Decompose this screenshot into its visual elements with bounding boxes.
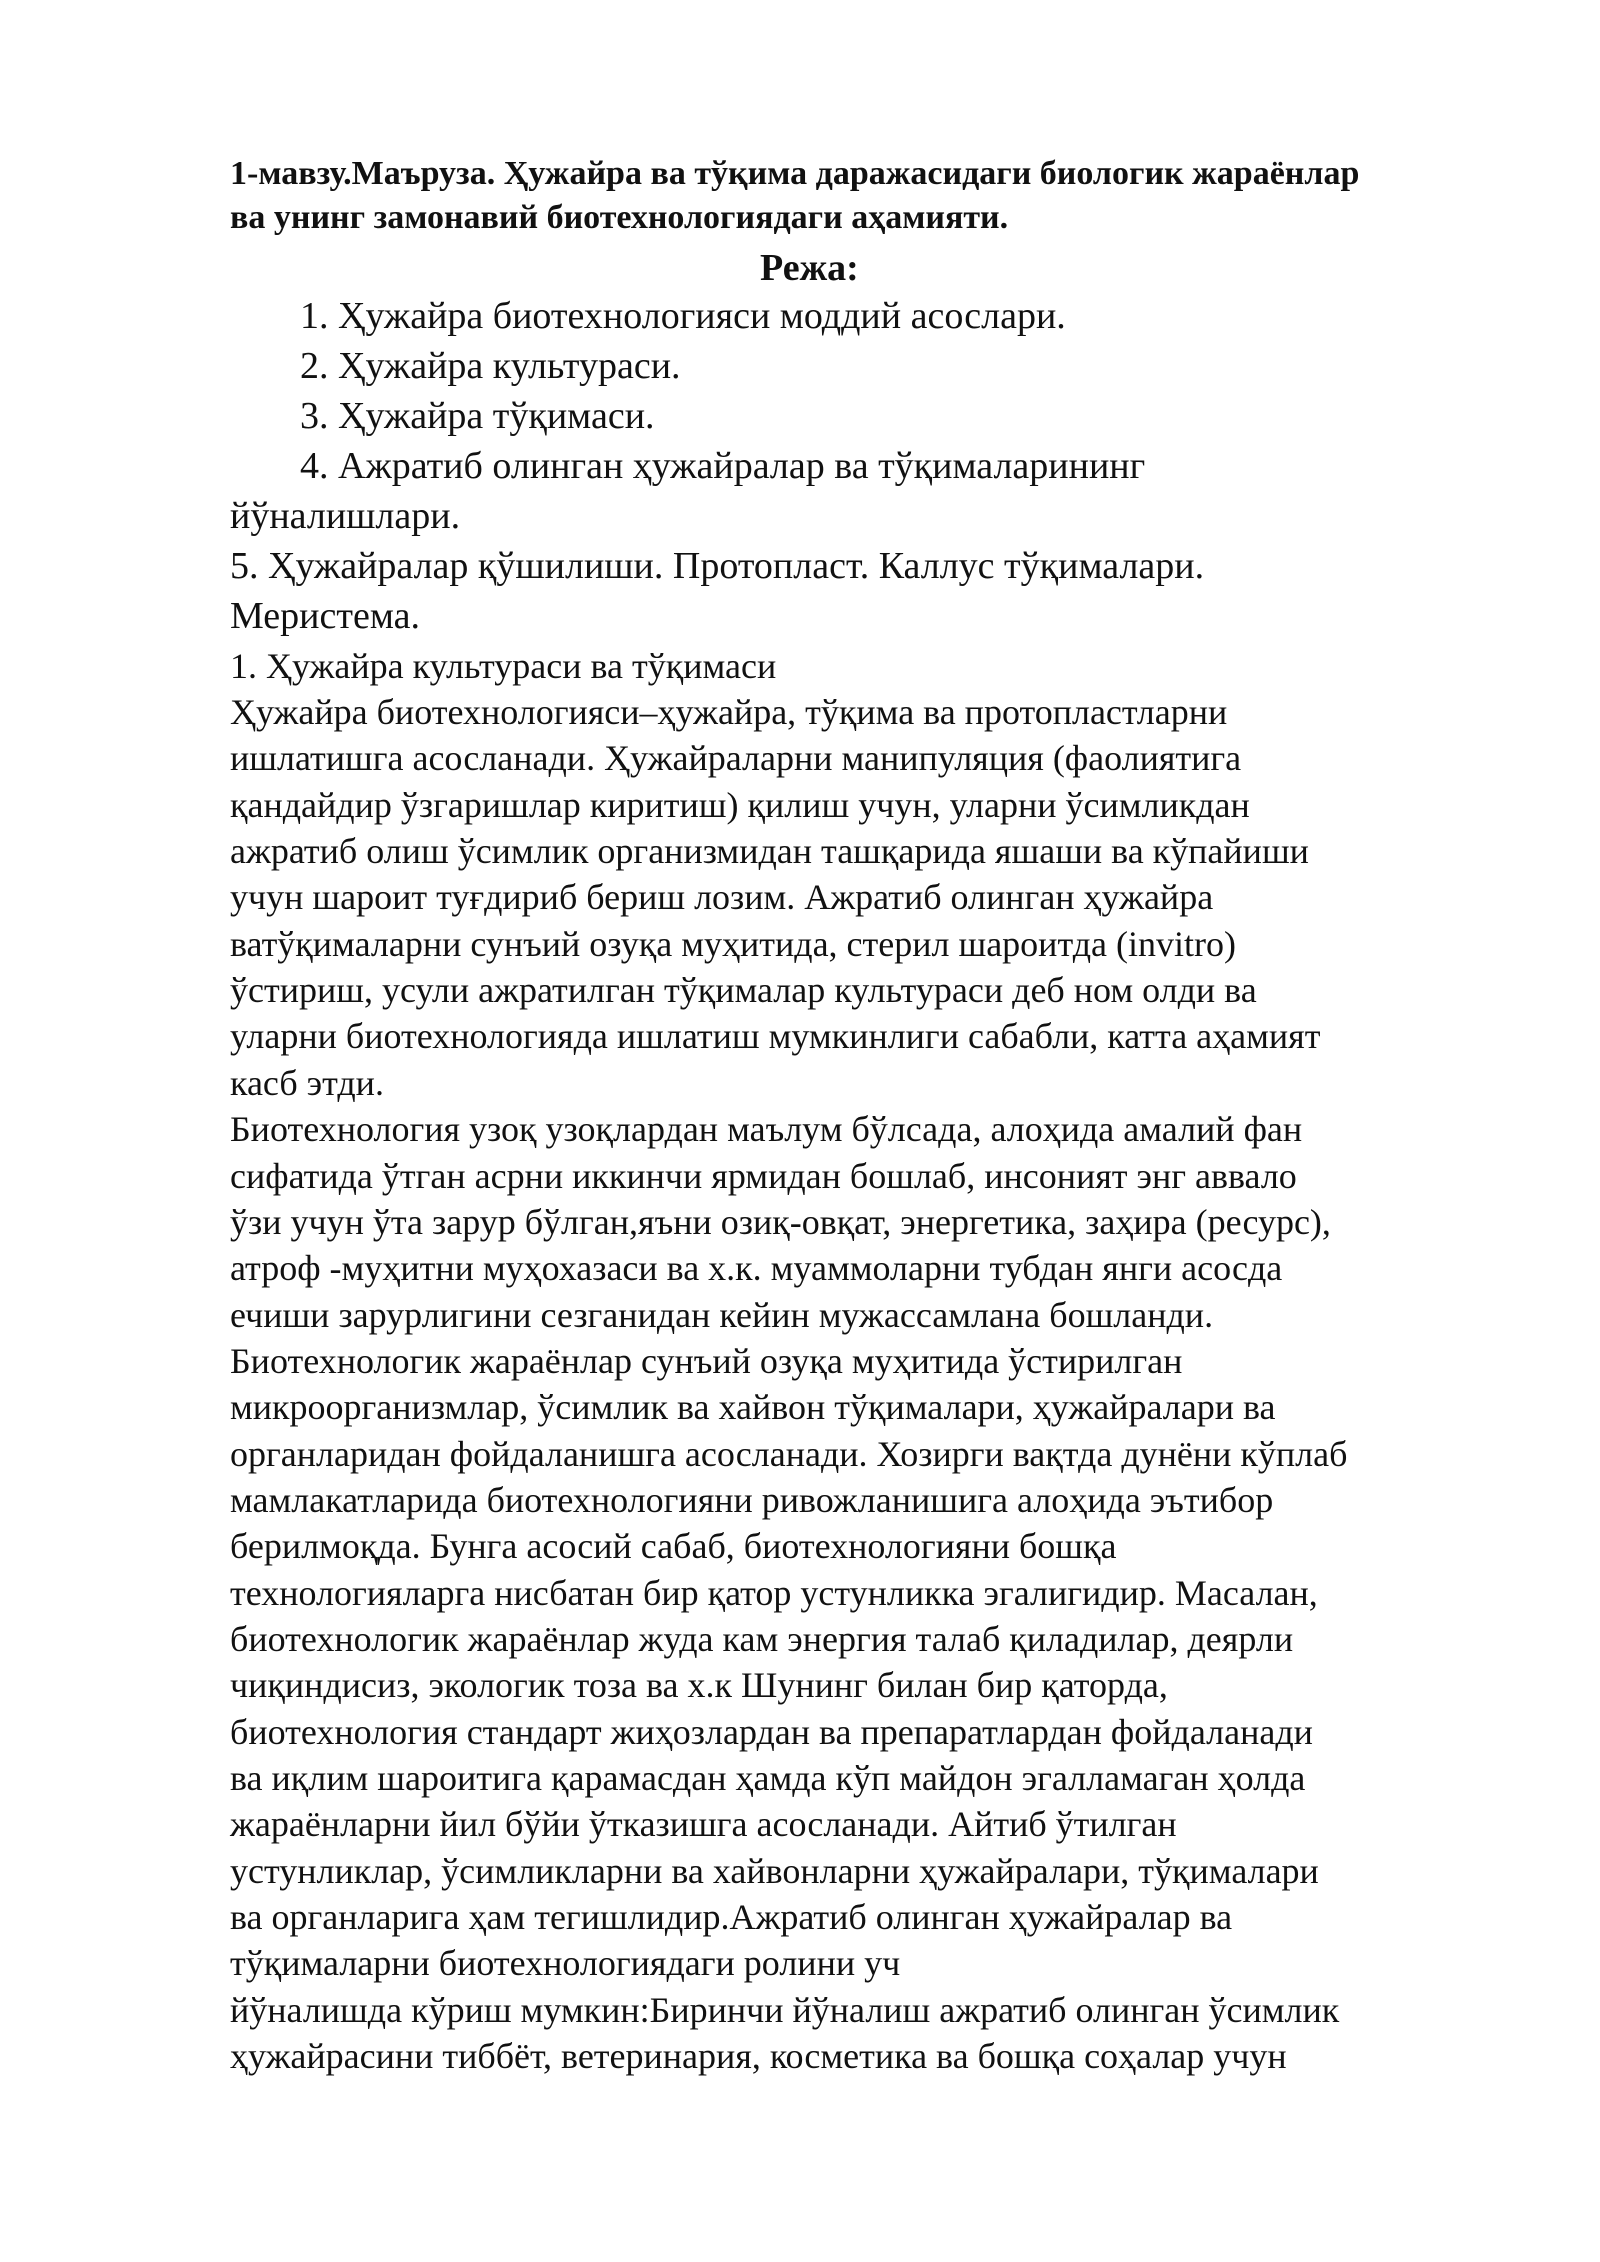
body-line: Биотехнология узоқ узоқлардан маълум бўлсада, алоҳида амалий фан — [230, 1109, 1303, 1149]
plan-item-2: 2. Ҳужайра культураси. — [300, 345, 681, 387]
body-line: технологияларга нисбатан бир қатор устунликка эгалигидир. Масалан, — [230, 1573, 1318, 1613]
body-line: тўқималарни биотехнологиядаги ролини уч — [230, 1943, 901, 1983]
body-line: ўстириш, усули ажратилган тўқималар культураси деб ном олди ва — [230, 970, 1257, 1010]
plan-item-4: 4. Ажратиб олинган ҳужайралар ва тўқималарининг — [300, 445, 1146, 487]
body-line: Ҳужайра биотехнологияси–ҳужайра, тўқима ва протопластларни — [230, 692, 1228, 732]
body-line: Биотехнологик жараёнлар сунъий озуқа муҳитида ўстирилган — [230, 1341, 1183, 1381]
body-line: ишлатишга асосланади. Ҳужайраларни манипуляция (фаолиятига — [230, 738, 1242, 778]
body-line: ўзи учун ўта зарур бўлган,яъни озиқ-овқат, энергетика, заҳира (ресурс), — [230, 1202, 1331, 1242]
plan-item-4-continued: йўналишлари. — [230, 495, 461, 537]
body-line: мамлакатларида биотехнологияни ривожланишига алоҳида эътибор — [230, 1480, 1274, 1520]
body-line: атроф -муҳитни муҳохазаси ва х.к. муаммоларни тубдан янги асосда — [230, 1248, 1283, 1288]
body-line: уларни биотехнологияда ишлатиш мумкинлиги сабабли, катта аҳамият — [230, 1016, 1321, 1056]
body-line: биотехнологик жараёнлар жуда кам энергия талаб қиладилар, деярли — [230, 1619, 1294, 1659]
plan-item-5: 5. Ҳужайралар қўшилиши. Протопласт. Каллус тўқималари. — [230, 545, 1205, 587]
body-line: йўналишда кўриш мумкин:Биринчи йўналиш ажратиб олинган ўсимлик — [230, 1990, 1340, 2030]
document-title-line-2: ва унинг замонавий биотехнологиядаги аҳамияти. — [230, 199, 1009, 236]
plan-item-5-continued: Меристема. — [230, 595, 420, 637]
body-line: сифатида ўтган асрни иккинчи ярмидан бошлаб, инсоният энг аввало — [230, 1156, 1297, 1196]
body-line: жараёнларни йил бўйи ўтказишга асосланади. Айтиб ўтилган — [230, 1804, 1177, 1844]
body-line: берилмоқда. Бунга асосий сабаб, биотехнологияни бошқа — [230, 1526, 1117, 1566]
body-line: касб этди. — [230, 1063, 384, 1103]
body-line: ватўқималарни сунъий озуқа муҳитида, стерил шароитда (invitro) — [230, 924, 1236, 964]
body-line: чиқиндисиз, экологик тоза ва х.к Шунинг билан бир қаторда, — [230, 1665, 1168, 1705]
body-line: ва органларига ҳам тегишлидир.Ажратиб олинган ҳужайралар ва — [230, 1897, 1233, 1937]
body-line: ечиши зарурлигини сезганидан кейин мужассамлана бошланди. — [230, 1295, 1214, 1335]
document-title-line-1: 1-мавзу.Маъруза. Ҳужайра ва тўқима даражасидаги биологик жараёнлар — [230, 155, 1360, 192]
body-line: қандайдир ўзгаришлар киритиш) қилиш учун, уларни ўсимликдан — [230, 785, 1250, 825]
body-line: биотехнология стандарт жиҳозлардан ва препаратлардан фойдаланади — [230, 1712, 1313, 1752]
section-heading: 1. Ҳужайра культураси ва тўқимаси — [230, 646, 777, 686]
body-line: учун шароит туғдириб бериш лозим. Ажратиб олинган ҳужайра — [230, 877, 1214, 917]
plan-heading: Режа: — [760, 247, 859, 289]
plan-item-1: 1. Ҳужайра биотехнологияси моддий асослари. — [300, 295, 1066, 337]
body-line: ва иқлим шароитига қарамасдан ҳамда кўп майдон эгалламаган ҳолда — [230, 1758, 1306, 1798]
body-line: устунликлар, ўсимликларни ва хайвонларни ҳужайралари, тўқималари — [230, 1851, 1319, 1891]
body-line: ажратиб олиш ўсимлик организмидан ташқарида яшаши ва кўпайиши — [230, 831, 1309, 871]
body-line: органларидан фойдаланишга асосланади. Хозирги вақтда дунёни кўплаб — [230, 1434, 1348, 1474]
plan-item-3: 3. Ҳужайра тўқимаси. — [300, 395, 655, 437]
body-line: ҳужайрасини тиббёт, ветеринария, косметика ва бошқа соҳалар учун — [230, 2036, 1287, 2076]
body-line: микроорганизмлар, ўсимлик ва хайвон тўқималари, ҳужайралари ва — [230, 1387, 1276, 1427]
